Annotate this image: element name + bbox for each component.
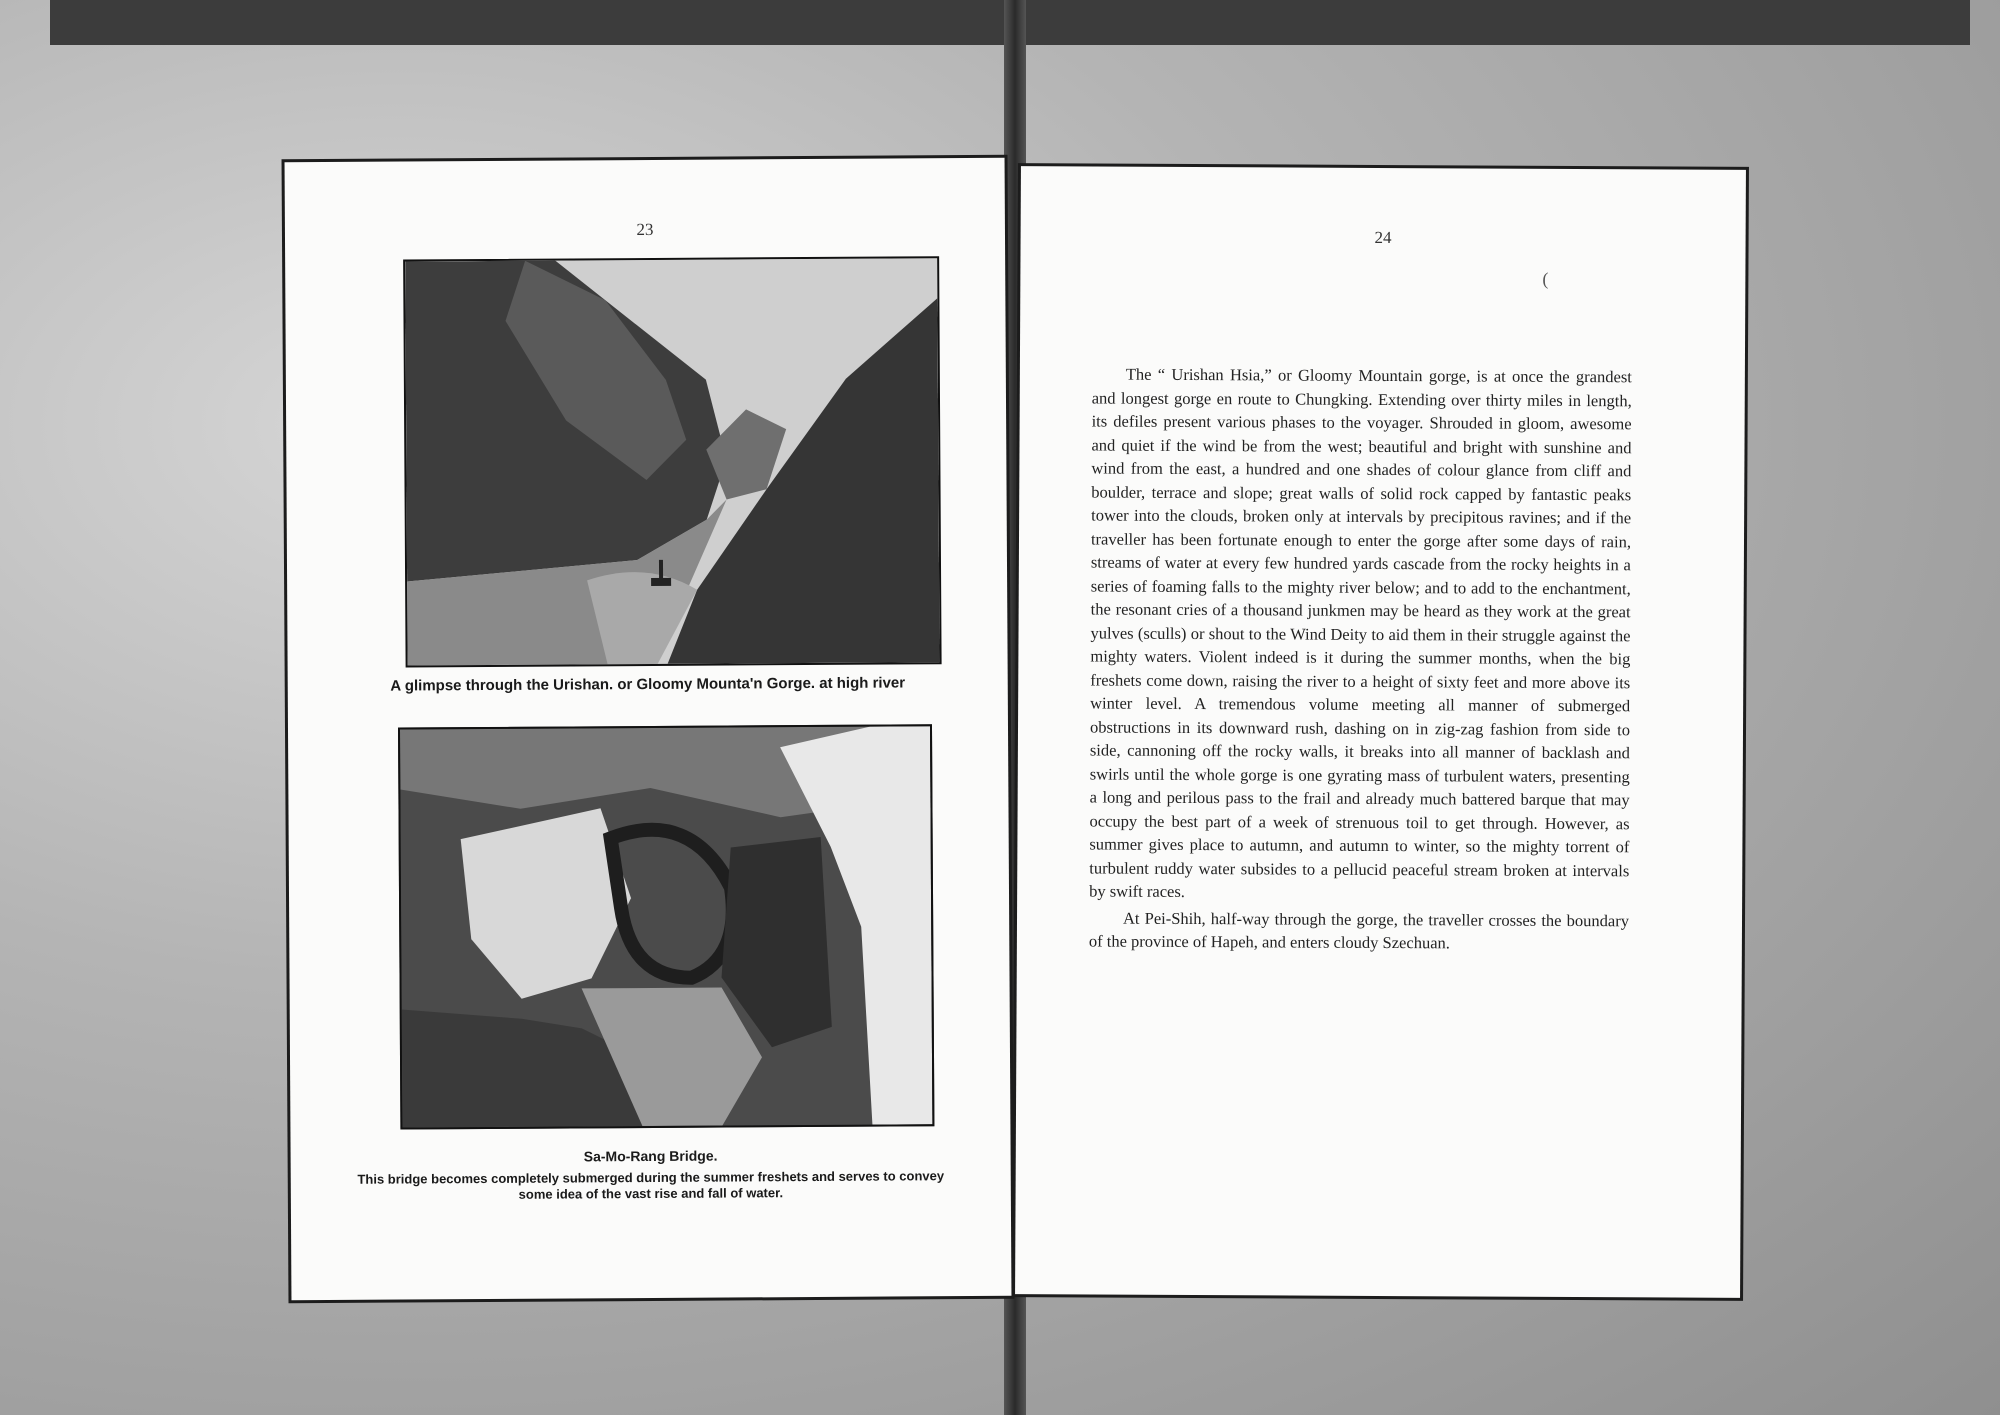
bridge-photo-image (400, 726, 932, 1127)
paragraph-pei-shih: At Pei-Shih, half-way through the gorge, the traveller crosses the boundary of the province of Hapeh, and enters cloudy Szechuan. (1088, 908, 1630, 953)
body-text (1089, 362, 1632, 958)
bridge-photo (398, 724, 934, 1129)
right-page (1015, 166, 1746, 1298)
gorge-photo-image (405, 258, 939, 665)
page-number-right: 24 (1374, 227, 1392, 248)
gorge-photo (403, 256, 941, 667)
bridge-photo-caption: This bridge becomes completely submerged during the summer freshets and serves to convey some idea of the vast rise and fall of water. (357, 1168, 945, 1202)
left-page (285, 158, 1012, 1300)
bridge-photo-title: Sa-Mo-Rang Bridge. (583, 1147, 718, 1165)
page-number-left: 23 (636, 219, 654, 240)
pencil-mark: ( (1542, 268, 1549, 289)
gorge-photo-caption: A glimpse through the Urishan. or Gloomy Mounta'n Gorge. at high river (390, 674, 906, 695)
paragraph-urishan-hsia: The “ Urishan Hsia,” or Gloomy Mountain gorge, is at once the grandest and longest gorge en route to Chungking. Extending over thirty miles in length, its defiles present various phases to the voyager. Shrouded in gloom, awesome and quiet if the wind be from the west; beautiful and bright with sunshine and wind from the east, a hundred and one shades of colour glance from cliff and boulder, terrace and slope; great walls of solid rock capped by fantastic peaks tower into the clouds, broken only at intervals by precipitous ravines; and if the traveller has been fortunate enough to enter the gorge after some days of rain, streams of water at every few hundred yards cascade from the rocky heights in a series of foaming falls to the mighty river below; and to add to the enchantment, the resonant cries of a thousand junkmen may be heard as they work at the great yulves (sculls) or shout to the Wind Deity to aid them in their struggle against the mighty waters. Violent indeed is it during the summer months, when the big freshets come down, raising the river to a height of sixty feet and more above its winter level. A tremendous volume meeting all manner of submerged obstructions in its downward rush, dashing on in zig-zag fashion from side to side, cannoning off the rocky walls, it breaks into all manner of backlash and swirls until the whole gorge is one gyrating mass of turbulent waters, presenting a long and perilous pass to the frail and already much battered barque that may occupy the best part of a week of strenuous toil to get through. However, as summer gives place to autumn, and autumn to winter, so the mighty torrent of turbulent ruddy water subsides to a pellucid peaceful stream broken at intervals by swift races. (1089, 364, 1632, 901)
